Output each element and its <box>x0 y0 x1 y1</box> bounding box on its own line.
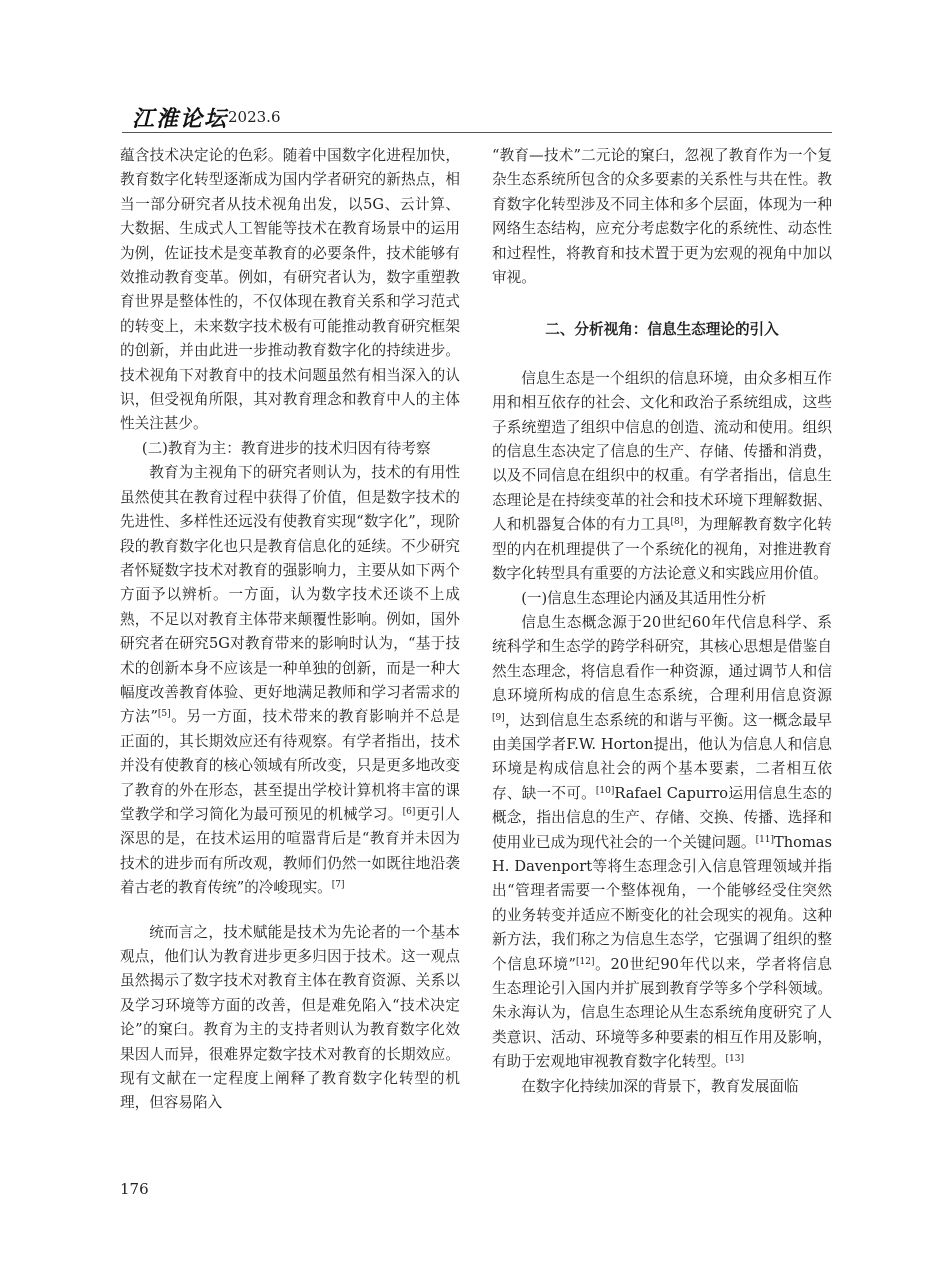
paragraph <box>120 461 460 900</box>
text-run: ，达到信息生态系统的和谐与平衡。这一概念最早由美国学者F.W. Horton提出，他认为信息人和信息环境是构成信息社会的两个基本要素，二者相互依存、缺一不可。 <box>492 711 832 802</box>
paragraph: 在数字化持续加深的背景下，教育发展面临 <box>521 1077 799 1095</box>
journal-title: 江淮论坛 <box>132 106 229 132</box>
paragraph: 蕴含技术决定论的色彩。随着中国数字化进程加快，教育数字化转型逐渐成为国内学者研究的新热点，相当一部分研究者从技术视角出发，以5G、云计算、大数据、生成式人工智能等技术在教育场景中的运用为例，佐证技术是变革教育的必要条件，技术能够有效推动教育变革。例如，有研究者认为，数字重塑教育世界是整体性的，不仅体现在教育关系和学习范式的转变上，未来数字技术极有可能推动教育研究框架的创新，并由此进一步推动教育数字化的持续进步。技术视角下对教育中的技术问题虽然有相当深入的认识，但受视角所限，其对教育理念和教育中人的主体性关注甚少。 <box>120 147 460 433</box>
citation-ref: [7] <box>331 880 345 891</box>
paragraph <box>492 367 832 587</box>
paragraph: 统而言之，技术赋能是技术为先论者的一个基本观点，他们认为教育进步更多归因于技术。这一观点虽然揭示了数字技术对教育主体在教育资源、关系以及学习环境等方面的改善，但是难免陷入“技术决定论”的窠臼。教育为主的支持者则认为教育数字化效果因人而异，很难界定数字技术对教育的长期效应。现有文献在一定程度上阐释了教育数字化转型的机理，但容易陷入 <box>120 923 460 1112</box>
text-run: 更引人深思的是，在技术运用的喧嚣背后是“教育并未因为技术的进步而有所改观，教师们仍然一如既往地沿袭着古老的教育传统”的冷峻现实。 <box>120 805 460 897</box>
citation-ref: [12] <box>575 956 595 967</box>
journal-issue: 2023.6 <box>228 108 281 126</box>
text-run: 教育为主视角下的研究者则认为，技术的有用性虽然使其在教育过程中获得了价值，但是数字技术的先进性、多样性还远没有使教育实现“数字化”，现阶段的教育数字化也只是教育信息化的延续。不少研究者怀疑数字技术对教育的强影响力，主要从如下两个方面予以辨析。一方面，认为数字技术还谈不上成熟，不足以对教育主体带来颠覆性影响。例如，国外研究者在研究5G对教育带来的影响时认为，“基于技术的创新本身不应该是一种单独的创新，而是一种大幅度改善教育体验、更好地满足教师和学习者需求的方法” <box>120 464 460 726</box>
text-run: Rafael Capurro运用信息生态的概念，指出信息的生产、存储、交换、传播、选择和使用业已成为现代社会的一个关键问题。 <box>492 784 832 851</box>
subsection-heading: (二)教育为主：教育进步的技术归因有待考察 <box>141 439 431 457</box>
paragraph <box>492 611 832 1075</box>
paragraph: “教育—技术”二元论的窠臼，忽视了教育作为一个复杂生态系统所包含的众多要素的关系性与共在性。教育数字化转型涉及不同主体和多个层面，体现为一种网络生态结构，应充分考虑数字化的系统性、动态性和过程性，将教育和技术置于更为宏观的视角中加以审视。 <box>492 147 832 287</box>
citation-ref: [5] <box>157 709 171 720</box>
text-run: 。另一方面，技术带来的教育影响并不总是正面的，其长期效应还有待观察。有学者指出，技术并没有使教育的核心领域有所改变，只是更多地改变了教育的外在形态，甚至提出学校计算机将丰富的课堂教学和学习简化为最可预见的机械学习。 <box>120 708 460 823</box>
citation-ref: [6] <box>402 806 416 817</box>
text-run: 信息生态概念源于20世纪60年代信息科学、系统科学和生态学的跨学科研究，其核心思想是借鉴自然生态理念，将信息看作一种资源，通过调节人和信息环境所构成的信息生态系统，合理利用信息资源 <box>492 613 832 705</box>
citation-ref: [13] <box>725 1054 744 1065</box>
text-run: ，为理解教育数字化转型的内在机理提供了一个系统化的视角，对推进教育数字化转型具有重要的方法论意义和实践应用价值。 <box>492 516 832 583</box>
citation-ref: [8] <box>670 517 684 528</box>
text-run: 信息生态是一个组织的信息环境，由众多相互作用和相互依存的社会、文化和政治子系统组成，这些子系统塑造了组织中信息的创造、流动和使用。组织的信息生态决定了信息的生产、存储、传播和消费，以及不同信息在组织中的权重。有学者指出，信息生态理论是在持续变革的社会和技术环境下理解数据、人和机器复合体的有力工具 <box>492 369 832 534</box>
text-run: Thomas H. Davenport等将生态理念引入信息管理领域并指出“管理者需要一个整体视角，一个能够经受住突然的业务转变并适应不断变化的社会现实的视角。这种新方法，我们称之为信息生态学，它强调了组织的整个信息环境” <box>492 833 832 973</box>
left-column <box>120 144 460 1116</box>
page-number: 176 <box>120 1180 149 1198</box>
section-heading: 二、分析视角：信息生态理论的引入 <box>545 321 779 339</box>
citation-ref: [9] <box>492 712 505 723</box>
citation-ref: [11] <box>755 834 775 845</box>
citation-ref: [10] <box>595 785 615 796</box>
text-run: 。20世纪90年代以来，学者将信息生态理论引入国内并扩展到教育学等多个学科领域。朱永海认为，信息生态理论从生态系统角度研究了人类意识、活动、环境等多种要素的相互作用及影响，有助于宏观地审视教育数字化转型。 <box>492 955 832 1071</box>
running-header <box>122 98 832 133</box>
right-column <box>492 144 832 1099</box>
subsection-heading: (一)信息生态理论内涵及其适用性分析 <box>521 589 767 607</box>
